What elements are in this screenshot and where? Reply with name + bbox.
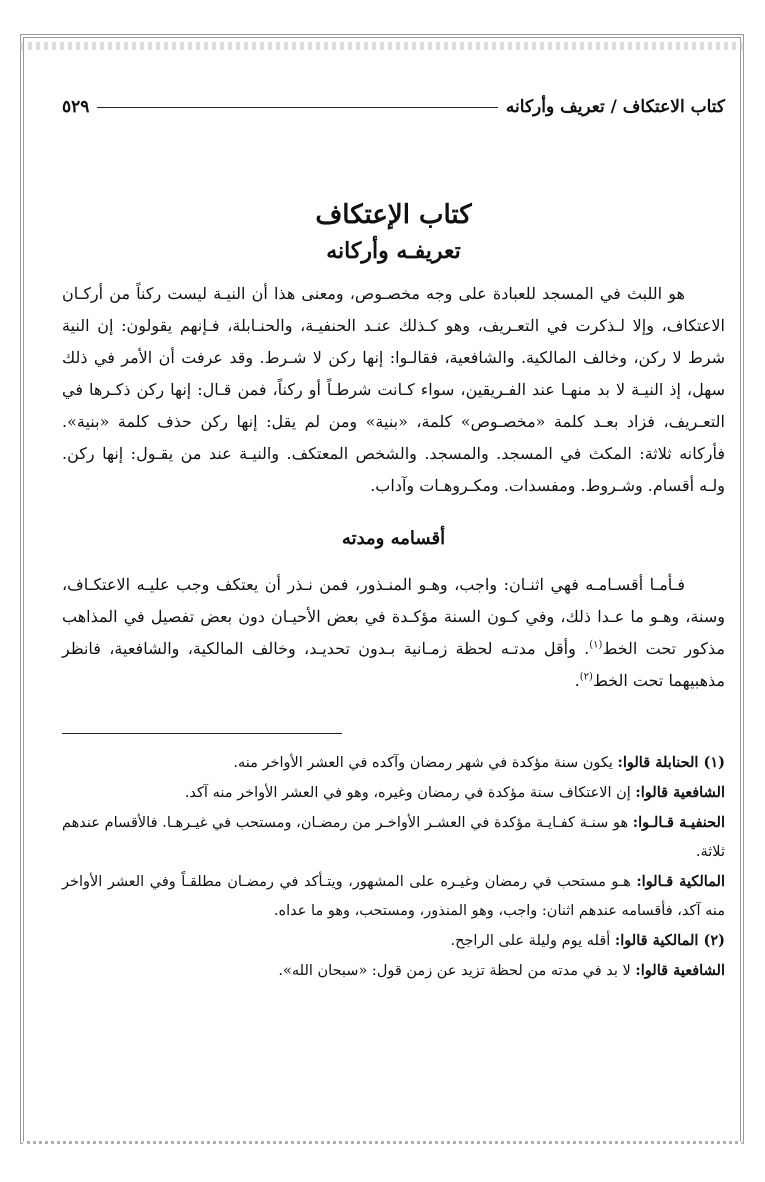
running-title: كتاب الاعتكاف / تعريف وأركانه bbox=[505, 97, 725, 117]
running-header bbox=[62, 92, 725, 122]
footnote-separator bbox=[62, 733, 342, 734]
footnote-lead: المالكية قـالوا: bbox=[636, 873, 725, 890]
footnote-item bbox=[62, 867, 725, 926]
footnote-item bbox=[62, 778, 725, 808]
section-title-types: أقسامه ومدته bbox=[341, 528, 446, 549]
page-number: ٥٢٩ bbox=[62, 97, 90, 117]
book-title: كتاب الإعتكاف bbox=[315, 200, 472, 230]
decorative-border-strip bbox=[20, 42, 744, 50]
paragraph-types-text-1: فـأمـا أقسـامـه فهي اثنـان: واجب، وهـو المنـذور، فمن نـذر أن يعتكف وجب عليـه الاعتكـاف، وسنة، وهـو ما عـدا ذلك، وفي كـون السنة مؤكـدة في بعض الأحيـان دون بعض تفصيل في المذاهب مذكور تحت الخط bbox=[62, 575, 726, 658]
footnote-item bbox=[62, 926, 725, 956]
footnotes bbox=[62, 748, 725, 986]
footnote-item bbox=[62, 808, 725, 867]
footnote-lead: الشافعية قالوا: bbox=[635, 784, 725, 801]
footnote-text: هـو مستحب في رمضان وغيـره على المشهور، ويتـأكد في رمضـان مطلقـاً وفي العشر الأواخر منه آكد، فأقسامه عندهم اثنان: واجب، وهو المنذور، ومستحب، وهو ما عداه. bbox=[62, 874, 725, 919]
footnote-ref-1[interactable]: (١) bbox=[589, 639, 603, 651]
footnote-ref-2[interactable]: (٢) bbox=[579, 671, 593, 683]
footnote-lead: الحنفيـة قـالـوا: bbox=[632, 814, 725, 831]
footnote-text: يكون سنة مؤكدة في شهر رمضان وآكده في العشر الأواخر منه. bbox=[233, 755, 618, 771]
paragraph-types-text-2: . وأقل مدتـه لحظة زمـانية بـدون تحديـد، وخالف المالكية، والشافعية، فانظر مذهبيهما تحت الخط bbox=[62, 639, 725, 690]
footnote-text: هو سنـة كفـايـة مؤكدة في العشـر الأواخـر من رمضـان، ومستحب في غيـرهـا. فالأقسام عندهم ثلاثة. bbox=[62, 815, 725, 860]
header-rule bbox=[97, 107, 498, 108]
footnote-lead: (٢) المالكية قالوا: bbox=[614, 932, 725, 949]
footnote-lead: الشافعية قالوا: bbox=[635, 962, 725, 979]
footnote-lead: (١) الحنابلة قالوا: bbox=[617, 754, 725, 771]
page-body bbox=[62, 200, 725, 986]
footnote-text: لا بد في مدته من لحظة تزيد عن زمن قول: «سبحان الله». bbox=[278, 963, 636, 979]
section-title-definition: تعريفـه وأركانه bbox=[326, 238, 461, 264]
paragraph-types-text-3: . bbox=[574, 671, 580, 690]
footnote-item bbox=[62, 748, 725, 778]
footnote-item bbox=[62, 956, 725, 986]
footnote-text: أقله يوم وليلة على الراجح. bbox=[450, 933, 615, 949]
paragraph-types bbox=[62, 569, 725, 697]
footnote-text: إن الاعتكاف سنة مؤكدة في رمضان وغيره، وهو في العشر الأواخر منه آكد. bbox=[184, 785, 636, 801]
paragraph-definition: هو اللبث في المسجد للعبادة على وجه مخصـوص، ومعنى هذا أن النيـة ليست ركناً من أركـان الاعتكاف، وإلا لـذكرت في التعـريف، وهو كـذلك عنـد الحنفيـة، والحنـابلة، فـإنهم يقولون: إن النية شرط لا ركن، وخالف المالكية. والشافعية، فقالـوا: إنها ركن لا شـرط. وقد عرفت أن الأمر في ذلك سهل، إذ النيـة لا بد منهـا عند الفـريقين، سواء كـانت شرطـاً أو ركناً، فمن قـال: إنها ركن ذكـرها في التعـريف، فزاد بعـد كلمة «مخصـوص» كلمة، «بنية» ومن لم يقل: إنها ركن حذف كلمة «بنية». فأركانه ثلاثة: المكث في المسجد. والمسجد. والشخص المعتكف. والنيـة عند من يقـول: إنها ركن. ولـه أقسام. وشـروط. ومفسدات. ومكـروهـات وآداب. bbox=[62, 284, 725, 495]
